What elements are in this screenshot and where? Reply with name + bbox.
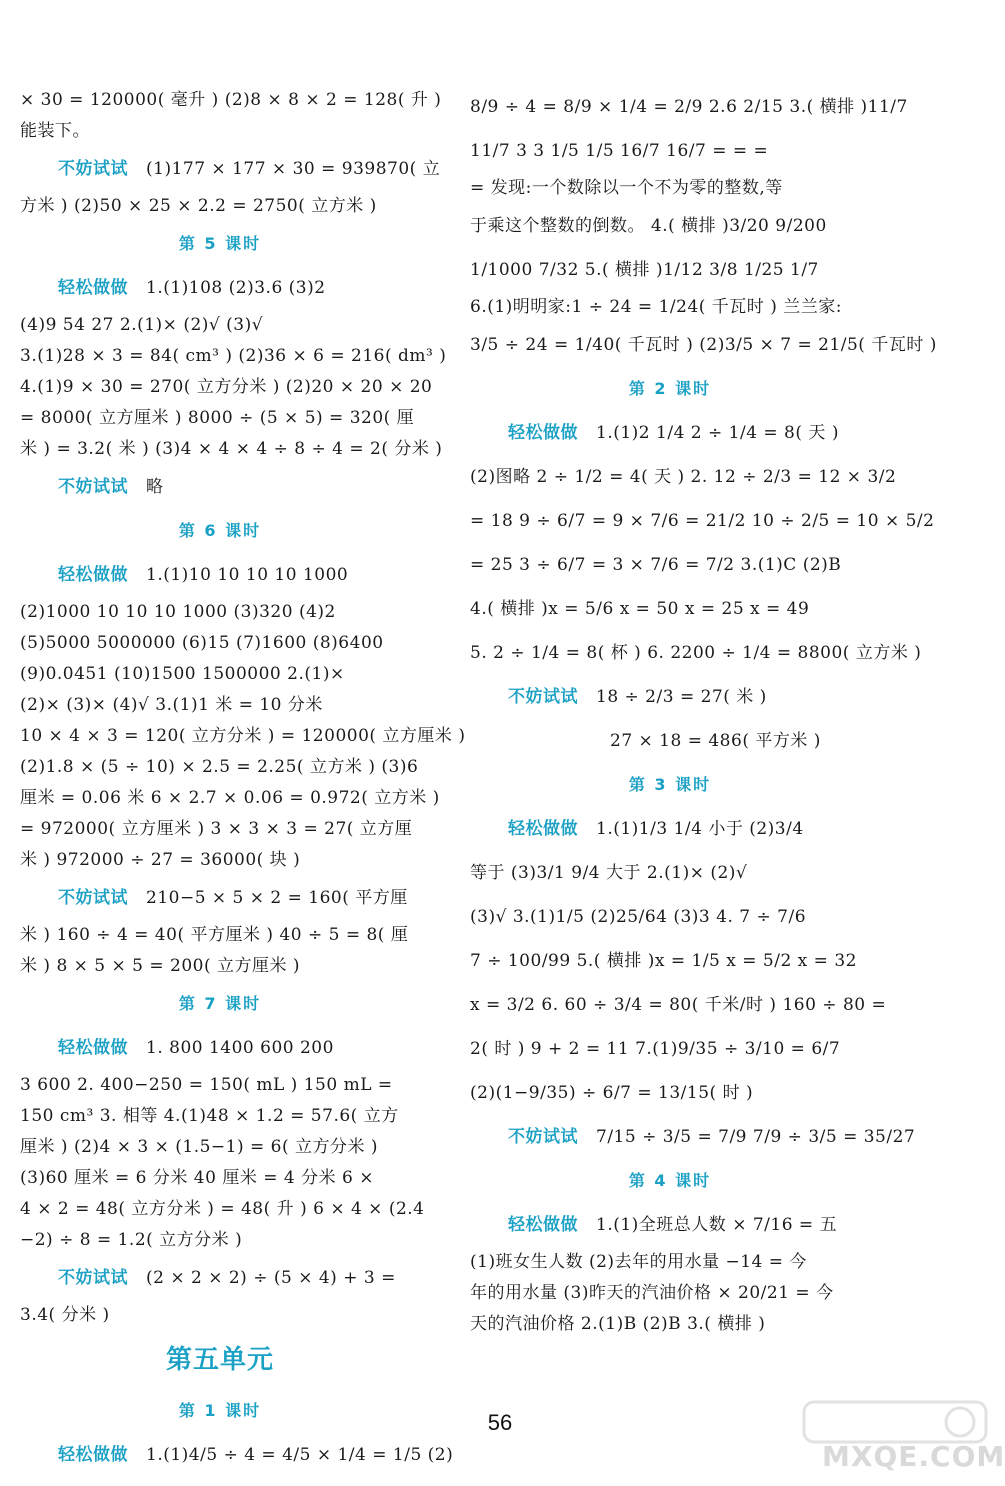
- lesson-heading: 第 5 课时: [178, 234, 262, 253]
- labeled-answer-line: [470, 807, 870, 851]
- answer-line: = 972000( 立方厘米 ) 3 × 3 × 3 = 27( 立方厘: [20, 819, 413, 839]
- answer-line: = 25 3 ÷ 6/7 = 3 × 7/6 = 7/2 3.(1)C (2)B: [470, 555, 842, 575]
- answer-text: 1.(1)1/3 1/4 小于 (2)3/4: [596, 819, 804, 839]
- lesson-heading: 第 2 课时: [628, 379, 712, 398]
- left-column: [20, 85, 466, 1477]
- exercise-label: 不妨试试: [58, 477, 128, 497]
- answer-text: 1.(1)全班总人数 × 7/16 = 五: [596, 1215, 838, 1235]
- page-number: 56: [487, 1410, 513, 1435]
- labeled-answer-line: [20, 1256, 420, 1300]
- watermark-text: MXQE.COM: [822, 1440, 1005, 1473]
- exercise-label: 轻松做做: [58, 1038, 128, 1058]
- answer-line: 150 cm³ 3. 相等 4.(1)48 × 1.2 = 57.6( 立方: [20, 1106, 399, 1126]
- answer-line: = 18 9 ÷ 6/7 = 9 × 7/6 = 21/2 10 ÷ 2/5 = 10 × 5/2: [470, 511, 935, 531]
- exercise-label: 不妨试试: [58, 888, 128, 908]
- exercise-label: 不妨试试: [508, 687, 578, 707]
- answer-text: 7/15 ÷ 3/5 = 7/9 7/9 ÷ 3/5 = 35/27: [596, 1127, 916, 1147]
- answer-line: 11/7 3 3 1/5 1/5 16/7 16/7 = = =: [470, 141, 769, 161]
- answer-text: (1)177 × 177 × 30 = 939870( 立: [146, 159, 441, 179]
- answer-line: 1/1000 7/32 5.( 横排 )1/12 3/8 1/25 1/7: [470, 260, 819, 280]
- exercise-label: 不妨试试: [58, 1268, 128, 1288]
- answer-line: −2) ÷ 8 = 1.2( 立方分米 ): [20, 1230, 243, 1250]
- answer-line: (3)√ 3.(1)1/5 (2)25/64 (3)3 4. 7 ÷ 7/6: [470, 907, 807, 927]
- lesson-heading: 第 3 课时: [628, 775, 712, 794]
- right-column: [470, 85, 937, 1340]
- labeled-answer-line: [20, 1026, 420, 1070]
- answer-line: (9)0.0451 (10)1500 1500000 2.(1)×: [20, 664, 345, 684]
- answer-line: 3/5 ÷ 24 = 1/40( 千瓦时 ) (2)3/5 × 7 = 21/5( 千瓦时 ): [470, 335, 937, 355]
- answer-line: (2)图略 2 ÷ 1/2 = 4( 天 ) 2. 12 ÷ 2/3 = 12 × 3/2: [470, 467, 897, 487]
- answer-text: (2 × 2 × 2) ÷ (5 × 4) + 3 =: [146, 1268, 396, 1288]
- answer-line: 3.(1)28 × 3 = 84( cm³ ) (2)36 × 6 = 216( dm³ ): [20, 346, 447, 366]
- lesson-heading: 第 6 课时: [178, 521, 262, 540]
- lesson-heading: 第 1 课时: [178, 1401, 262, 1420]
- answer-line: (2)1.8 × (5 ÷ 10) × 2.5 = 2.25( 立方米 ) (3)6: [20, 757, 419, 777]
- answer-line: x = 3/2 6. 60 ÷ 3/4 = 80( 千米/时 ) 160 ÷ 80 =: [470, 995, 887, 1015]
- answer-text: 1. 800 1400 600 200: [146, 1038, 334, 1058]
- answer-text: 1.(1)108 (2)3.6 (3)2: [146, 278, 326, 298]
- exercise-label: 轻松做做: [58, 278, 128, 298]
- answer-line: 能装下。: [20, 121, 90, 141]
- answer-line: (2)(1−9/35) ÷ 6/7 = 13/15( 时 ): [470, 1083, 754, 1103]
- answer-line: 4.( 横排 )x = 5/6 x = 50 x = 25 x = 49: [470, 599, 810, 619]
- exercise-label: 轻松做做: [508, 819, 578, 839]
- answer-line: 27 × 18 = 486( 平方米 ): [610, 731, 821, 751]
- answer-line: 3.4( 分米 ): [20, 1305, 110, 1325]
- labeled-answer-line: [470, 411, 870, 455]
- exercise-label: 不妨试试: [58, 159, 128, 179]
- answer-line: 4.(1)9 × 30 = 270( 立方分米 ) (2)20 × 20 × 20: [20, 377, 433, 397]
- answer-line: 米 ) = 3.2( 米 ) (3)4 × 4 × 4 ÷ 8 ÷ 4 = 2( 分米 ): [20, 439, 443, 459]
- answer-line: (4)9 54 27 2.(1)× (2)√ (3)√: [20, 315, 264, 335]
- answer-line: 6.(1)明明家:1 ÷ 24 = 1/24( 千瓦时 ) 兰兰家:: [470, 297, 842, 317]
- labeled-answer-line: [20, 876, 420, 920]
- answer-line: (2)1000 10 10 10 1000 (3)320 (4)2: [20, 602, 336, 622]
- lesson-heading: 第 7 课时: [178, 994, 262, 1013]
- answer-text: 1.(1)10 10 10 10 1000: [146, 565, 349, 585]
- exercise-label: 轻松做做: [508, 423, 578, 443]
- answer-line: × 30 = 120000( 毫升 ) (2)8 × 8 × 2 = 128( 升 ): [20, 90, 442, 110]
- labeled-answer-line: [20, 553, 420, 597]
- answer-line: = 发现:一个数除以一个不为零的整数,等: [470, 178, 783, 198]
- labeled-answer-line: [470, 1115, 916, 1159]
- labeled-answer-line: [20, 465, 420, 509]
- answer-line: 米 ) 8 × 5 × 5 = 200( 立方厘米 ): [20, 956, 301, 976]
- answer-line: 厘米 = 0.06 米 6 × 2.7 × 0.06 = 0.972( 立方米 ): [20, 788, 440, 808]
- answer-text: 1.(1)2 1/4 2 ÷ 1/4 = 8( 天 ): [596, 423, 839, 443]
- lesson-heading: 第 4 课时: [628, 1171, 712, 1190]
- labeled-answer-line: [20, 1433, 454, 1477]
- answer-line: 米 ) 972000 ÷ 27 = 36000( 块 ): [20, 850, 301, 870]
- answer-line: = 8000( 立方厘米 ) 8000 ÷ (5 × 5) = 320( 厘: [20, 408, 415, 428]
- exercise-label: 轻松做做: [508, 1215, 578, 1235]
- answer-text: 210−5 × 5 × 2 = 160( 平方厘: [146, 888, 408, 908]
- labeled-answer-line: [470, 675, 870, 719]
- unit-heading: 第五单元: [165, 1345, 274, 1375]
- answer-line: (3)60 厘米 = 6 分米 40 厘米 = 4 分米 6 ×: [20, 1168, 374, 1188]
- answer-line: 方米 ) (2)50 × 25 × 2.2 = 2750( 立方米 ): [20, 196, 377, 216]
- exercise-label: 轻松做做: [58, 1445, 128, 1465]
- answer-line: 等于 (3)3/1 9/4 大于 2.(1)× (2)√: [470, 863, 748, 883]
- answer-line: 4 × 2 = 48( 立方分米 ) = 48( 升 ) 6 × 4 × (2.4: [20, 1199, 425, 1219]
- answer-line: 3 600 2. 400−250 = 150( mL ) 150 mL =: [20, 1075, 393, 1095]
- answer-line: 厘米 ) (2)4 × 3 × (1.5−1) = 6( 立方分米 ): [20, 1137, 379, 1157]
- answer-line: 2( 时 ) 9 + 2 = 11 7.(1)9/35 ÷ 3/10 = 6/7: [470, 1039, 841, 1059]
- labeled-answer-line: [20, 147, 441, 191]
- answer-text: 1.(1)4/5 ÷ 4 = 4/5 × 1/4 = 1/5 (2): [146, 1445, 454, 1465]
- answer-line: 于乘这个整数的倒数。 4.( 横排 )3/20 9/200: [470, 216, 827, 236]
- answer-line: 天的汽油价格 2.(1)B (2)B 3.( 横排 ): [470, 1314, 766, 1334]
- answer-line: 年的用水量 (3)昨天的汽油价格 × 20/21 = 今: [470, 1283, 834, 1303]
- answer-line: 8/9 ÷ 4 = 8/9 × 1/4 = 2/9 2.6 2/15 3.( 横排 )11/7: [470, 97, 908, 117]
- exercise-label: 轻松做做: [58, 565, 128, 585]
- labeled-answer-line: [470, 1203, 870, 1247]
- answer-line: 米 ) 160 ÷ 4 = 40( 平方厘米 ) 40 ÷ 5 = 8( 厘: [20, 925, 409, 945]
- answer-text: 略: [146, 477, 164, 497]
- answer-line: 5. 2 ÷ 1/4 = 8( 杯 ) 6. 2200 ÷ 1/4 = 8800( 立方米 ): [470, 643, 922, 663]
- answer-text: 18 ÷ 2/3 = 27( 米 ): [596, 687, 767, 707]
- exercise-label: 不妨试试: [508, 1127, 578, 1147]
- answer-line: 7 ÷ 100/99 5.( 横排 )x = 1/5 x = 5/2 x = 32: [470, 951, 857, 971]
- answer-line: (2)× (3)× (4)√ 3.(1)1 米 = 10 分米: [20, 695, 323, 715]
- labeled-answer-line: [20, 266, 420, 310]
- answer-line: 10 × 4 × 3 = 120( 立方分米 ) = 120000( 立方厘米 ): [20, 726, 466, 746]
- answer-line: (5)5000 5000000 (6)15 (7)1600 (8)6400: [20, 633, 384, 653]
- answer-line: (1)班女生人数 (2)去年的用水量 −14 = 今: [470, 1252, 807, 1272]
